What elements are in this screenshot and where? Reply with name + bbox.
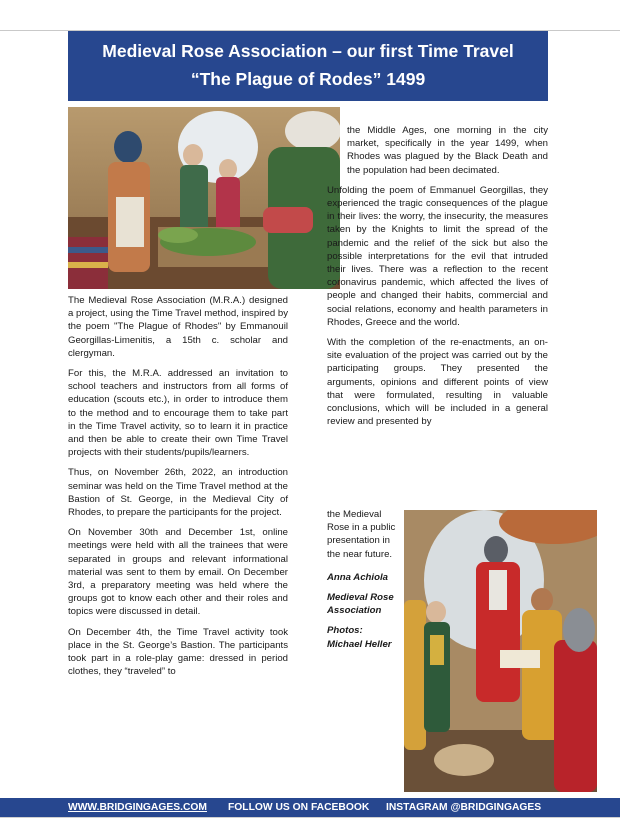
paragraph: With the completion of the re-enactments, an on-site evaluation of the project was carried out by the participating groups. They presented the arguments, opinions and different points of view that were formulated, resulting in valuable conclusions, which will be included in a general review and presented by (327, 337, 548, 428)
paragraph: On November 30th and December 1st, online meetings were held with all the trainees that were separated in groups and relevant informational material was sent to them by email. On December 3rd, a preparatory meeting was held where the groups got to know each other and their roles and topics were discussed in detail. (68, 527, 288, 618)
article-title-banner (68, 31, 548, 101)
left-text-column (68, 294, 288, 685)
paragraph: Unfolding the poem of Emmanuel Georgillas, they experienced the tragic consequences of the plague in their lives: the worry, the insecurity, the measures taken by the Knights to limit the spread of the pandemic and the relief of the sick but also the possible interpretations for the evil that intruded their lives. There was a reflection to the recent coronavirus pandemic, which affected the lives of people and changed their habits, commercial and social relations, economy and health parameters in Rhodes, Greece and the world. (327, 184, 548, 328)
photo-credit: Photos: Michael Heller (327, 625, 392, 650)
market-scene-photo (68, 107, 340, 289)
footer-bar (0, 798, 620, 817)
website-link[interactable]: WWW.BRIDGINGAGES.COM (68, 802, 207, 813)
title-line-2: “The Plague of Rodes” 1499 (190, 69, 426, 89)
right-text-column (327, 124, 548, 435)
paragraph: The Medieval Rose Association (M.R.A.) designed a project, using the Time Travel method, inspired by the poem "The Plague of Rhodes" by Emmanouil Georgillas-Limenitis, a 15th c. scholar and clergyman. (68, 295, 288, 359)
author-organization: Medieval Rose Association (327, 592, 394, 617)
paragraph: Thus, on November 26th, 2022, an introduction seminar was held on the Time Travel method at the Bastion of St. George, in the Medieval City of Rhodes, to prepare the participants for the project. (68, 467, 288, 519)
paragraph: the Middle Ages, one morning in the city market, specifically in the year 1499, when Rhodes was plagued by the Black Death and the population had been decimated. (347, 125, 548, 176)
bottom-divider (0, 817, 620, 828)
paragraph: For this, the M.R.A. addressed an invitation to school teachers and instructors from all forms of education (scouts etc.), in order to introduce them to the method and to encourage them to take part in the Time Travel activity, so to learn it in practice and then be able to create their own Time Travel projects with their students/pupils/learners. (68, 368, 288, 459)
narrow-text-column (327, 508, 397, 658)
instagram-link[interactable]: INSTAGRAM @BRIDGINGAGES (386, 802, 542, 813)
title-line-1: Medieval Rose Association – our first Time Travel (102, 41, 514, 61)
paragraph: On December 4th, the Time Travel activity took place in the St. George’s Bastion. The participants took part in a role-play game: dressed in period clothes, they “traveled” to (68, 626, 288, 678)
facebook-link[interactable]: FOLLOW US ON FACEBOOK (228, 802, 370, 813)
paragraph: the Medieval Rose in a public presentation in the near future. (327, 509, 396, 560)
author-name: Anna Achiola (327, 571, 388, 583)
knights-scene-photo (404, 510, 597, 792)
